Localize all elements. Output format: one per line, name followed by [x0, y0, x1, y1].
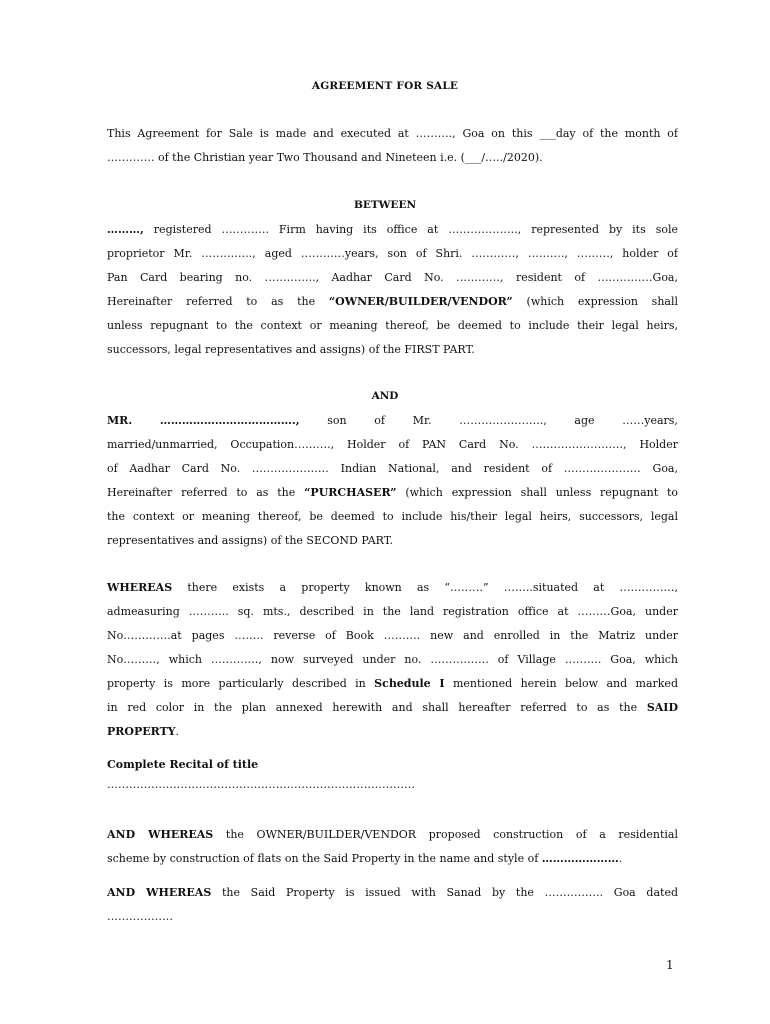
and-whereas-1-line-2: scheme by construction of flats on the Said Property in the name and style of …………………. — [107, 852, 623, 865]
second-party-line-6: representatives and assigns) of the SECOND PART. — [107, 534, 393, 547]
second-party-line-2: married/unmarried, Occupation………., Holder of PAN Card No. ……………………., Holder — [107, 438, 678, 451]
whereas-keyword: WHEREAS — [107, 581, 173, 594]
whereas-line-3: No………….at pages …….. reverse of Book ………. new and enrolled in the Matriz under — [107, 629, 678, 642]
recital-dots: ………………………………………………………………………… — [107, 778, 415, 791]
and-whereas-2-line-2: ……………… — [107, 910, 173, 923]
and-heading: AND — [371, 390, 399, 402]
between-heading: BETWEEN — [353, 199, 417, 211]
and-whereas-2-line-1: AND WHEREAS the Said Property is issued with Sanad by the ……………. Goa dated — [107, 886, 678, 899]
second-party-line-4: Hereinafter referred to as the “PURCHASER” (which expression shall unless repugnant to — [107, 486, 678, 499]
recital-heading: Complete Recital of title — [107, 758, 259, 771]
intro-line-1: This Agreement for Sale is made and executed at ………., Goa on this ___day of the month of — [107, 127, 678, 140]
and-whereas-1-line-1: AND WHEREAS the OWNER/BUILDER/VENDOR proposed construction of a residential — [107, 828, 678, 841]
first-party-line-3: Pan Card bearing no. ………….., Aadhar Card No. …………, resident of ……………Goa, — [107, 271, 678, 284]
and-whereas-keyword: AND WHEREAS — [107, 886, 212, 899]
first-party-line-2: proprietor Mr. ………….., aged …………years, son of Shri. …………, ………., ………, holder of — [107, 247, 678, 260]
schedule-reference: Schedule I — [374, 677, 445, 690]
whereas-line-7: PROPERTY. — [107, 725, 180, 738]
second-party-line-5: the context or meaning thereof, be deemed to include his/their legal heirs, successors, legal — [107, 510, 678, 523]
intro-line-2: …………. of the Christian year Two Thousand and Nineteen i.e. (___/…../2020). — [107, 151, 543, 164]
whereas-line-4: No………, which …………., now surveyed under no. ……………. of Village ………. Goa, which — [107, 653, 678, 666]
first-party-line-6: successors, legal representatives and assigns) of the FIRST PART. — [107, 343, 475, 356]
first-party-line-1: ………, registered …………. Firm having its office at ………………., represented by its sole — [107, 223, 678, 236]
whereas-line-6: in red color in the plan annexed herewith and shall hereafter referred to as the SAID — [107, 701, 678, 714]
first-party-name: ………, — [107, 223, 144, 236]
first-party-line-4: Hereinafter referred to as the “OWNER/BUILDER/VENDOR” (which expression shall — [107, 295, 678, 308]
whereas-line-5: property is more particularly described in Schedule I mentioned herein below and marked — [107, 677, 678, 690]
purchaser-designation: “PURCHASER” — [304, 486, 397, 499]
purchaser-name: ………………………………., — [159, 414, 300, 427]
whereas-line-2: admeasuring ……….. sq. mts., described in the land registration office at ………Goa, under — [107, 605, 678, 618]
second-party-line-1: MR. ………………………………., son of Mr. ………………….., age ……years, — [107, 414, 678, 427]
and-whereas-keyword: AND WHEREAS — [107, 828, 214, 841]
whereas-line-1: WHEREAS there exists a property known as “………” ……..situated at ……………, — [107, 581, 678, 594]
owner-designation: “OWNER/BUILDER/VENDOR” — [328, 295, 513, 308]
document-title: AGREEMENT FOR SALE — [311, 80, 459, 92]
first-party-line-5: unless repugnant to the context or meaning thereof, be deemed to include their legal heirs, — [107, 319, 678, 332]
second-party-line-3: of Aadhar Card No. ………………… Indian National, and resident of ………………… Goa, — [107, 462, 678, 475]
page-number: 1 — [666, 958, 674, 972]
